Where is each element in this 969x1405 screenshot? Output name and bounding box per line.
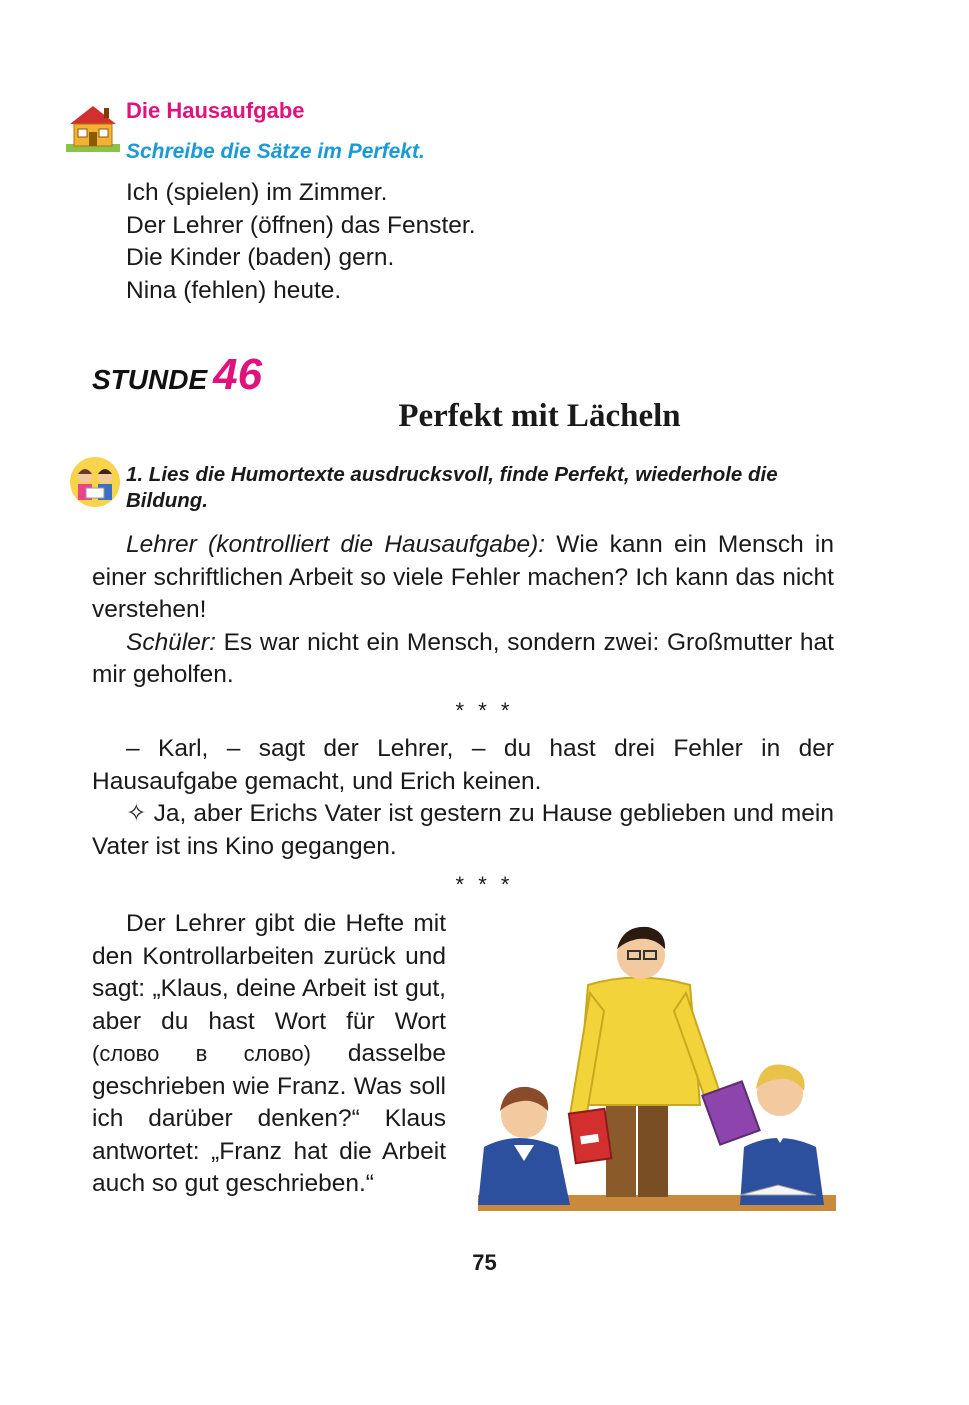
joke-2-line-1: – Karl, – sagt der Lehrer, – du hast drei Fehler in der Hausaufgabe gemacht, und Erich keinen. [92,735,834,795]
teacher-with-students-illustration [478,915,838,1215]
joke-3-text-b: dasselbe geschrieben wie Franz. Was soll ich darüber denken?“ Klaus antwortet: „Franz hat die Arbeit auch so gut geschrieben.“ [92,1040,446,1197]
lesson-title: Perfekt mit Lächeln [398,398,681,434]
lesson-heading [92,350,262,400]
teacher-text: Wie kann ein Mensch in einer schriftlichen Arbeit so viele Fehler machen? Ich kann das nicht verstehen! [92,531,834,623]
joke-2 [92,733,834,863]
teacher-label: Lehrer (kontrolliert die Hausaufgabe): [126,531,546,558]
children-reading-icon [68,456,122,508]
homework-sentence: Ich (spielen) im Zimmer. [126,179,388,206]
joke-1 [92,529,834,692]
student-text: Es war nicht ein Mensch, sondern zwei: Großmutter hat mir geholfen. [92,628,834,688]
joke-3-text-a: Der Lehrer gibt die Hefte mit den Kontrollarbeiten zurück und sagt: „Klaus, deine Arbeit ist gut, aber du hast Wort für Wort [92,910,446,1035]
page-number: 75 [472,1250,497,1275]
homework-sentence: Nina (fehlen) heute. [126,276,342,304]
homework-sentences [126,177,476,307]
homework-sentence: Der Lehrer (öffnen) das Fenster. [126,211,476,239]
task-instruction: 1. Lies die Humortexte ausdrucksvoll, finde Perfekt, wiederhole die Bildung. [126,463,778,512]
lesson-number: 46 [213,350,263,399]
joke-2-line-2: ✧ Ja, aber Erichs Vater ist gestern zu Hause geblieben und mein Vater ist ins Kino gegangen. [92,800,834,860]
homework-title: Die Hausaufgabe [126,98,305,123]
lesson-word: STUNDE [92,364,208,395]
homework-instruction: Schreibe die Sätze im Perfekt. [126,140,425,163]
joke-3 [92,908,446,1201]
house-icon [64,100,122,156]
separator: * * * [455,698,514,723]
student-label: Schüler: [126,628,216,656]
homework-sentence: Die Kinder (baden) gern. [126,244,395,271]
separator: * * * [455,872,514,897]
joke-3-russian-gloss: (слово в слово) [92,1041,311,1066]
